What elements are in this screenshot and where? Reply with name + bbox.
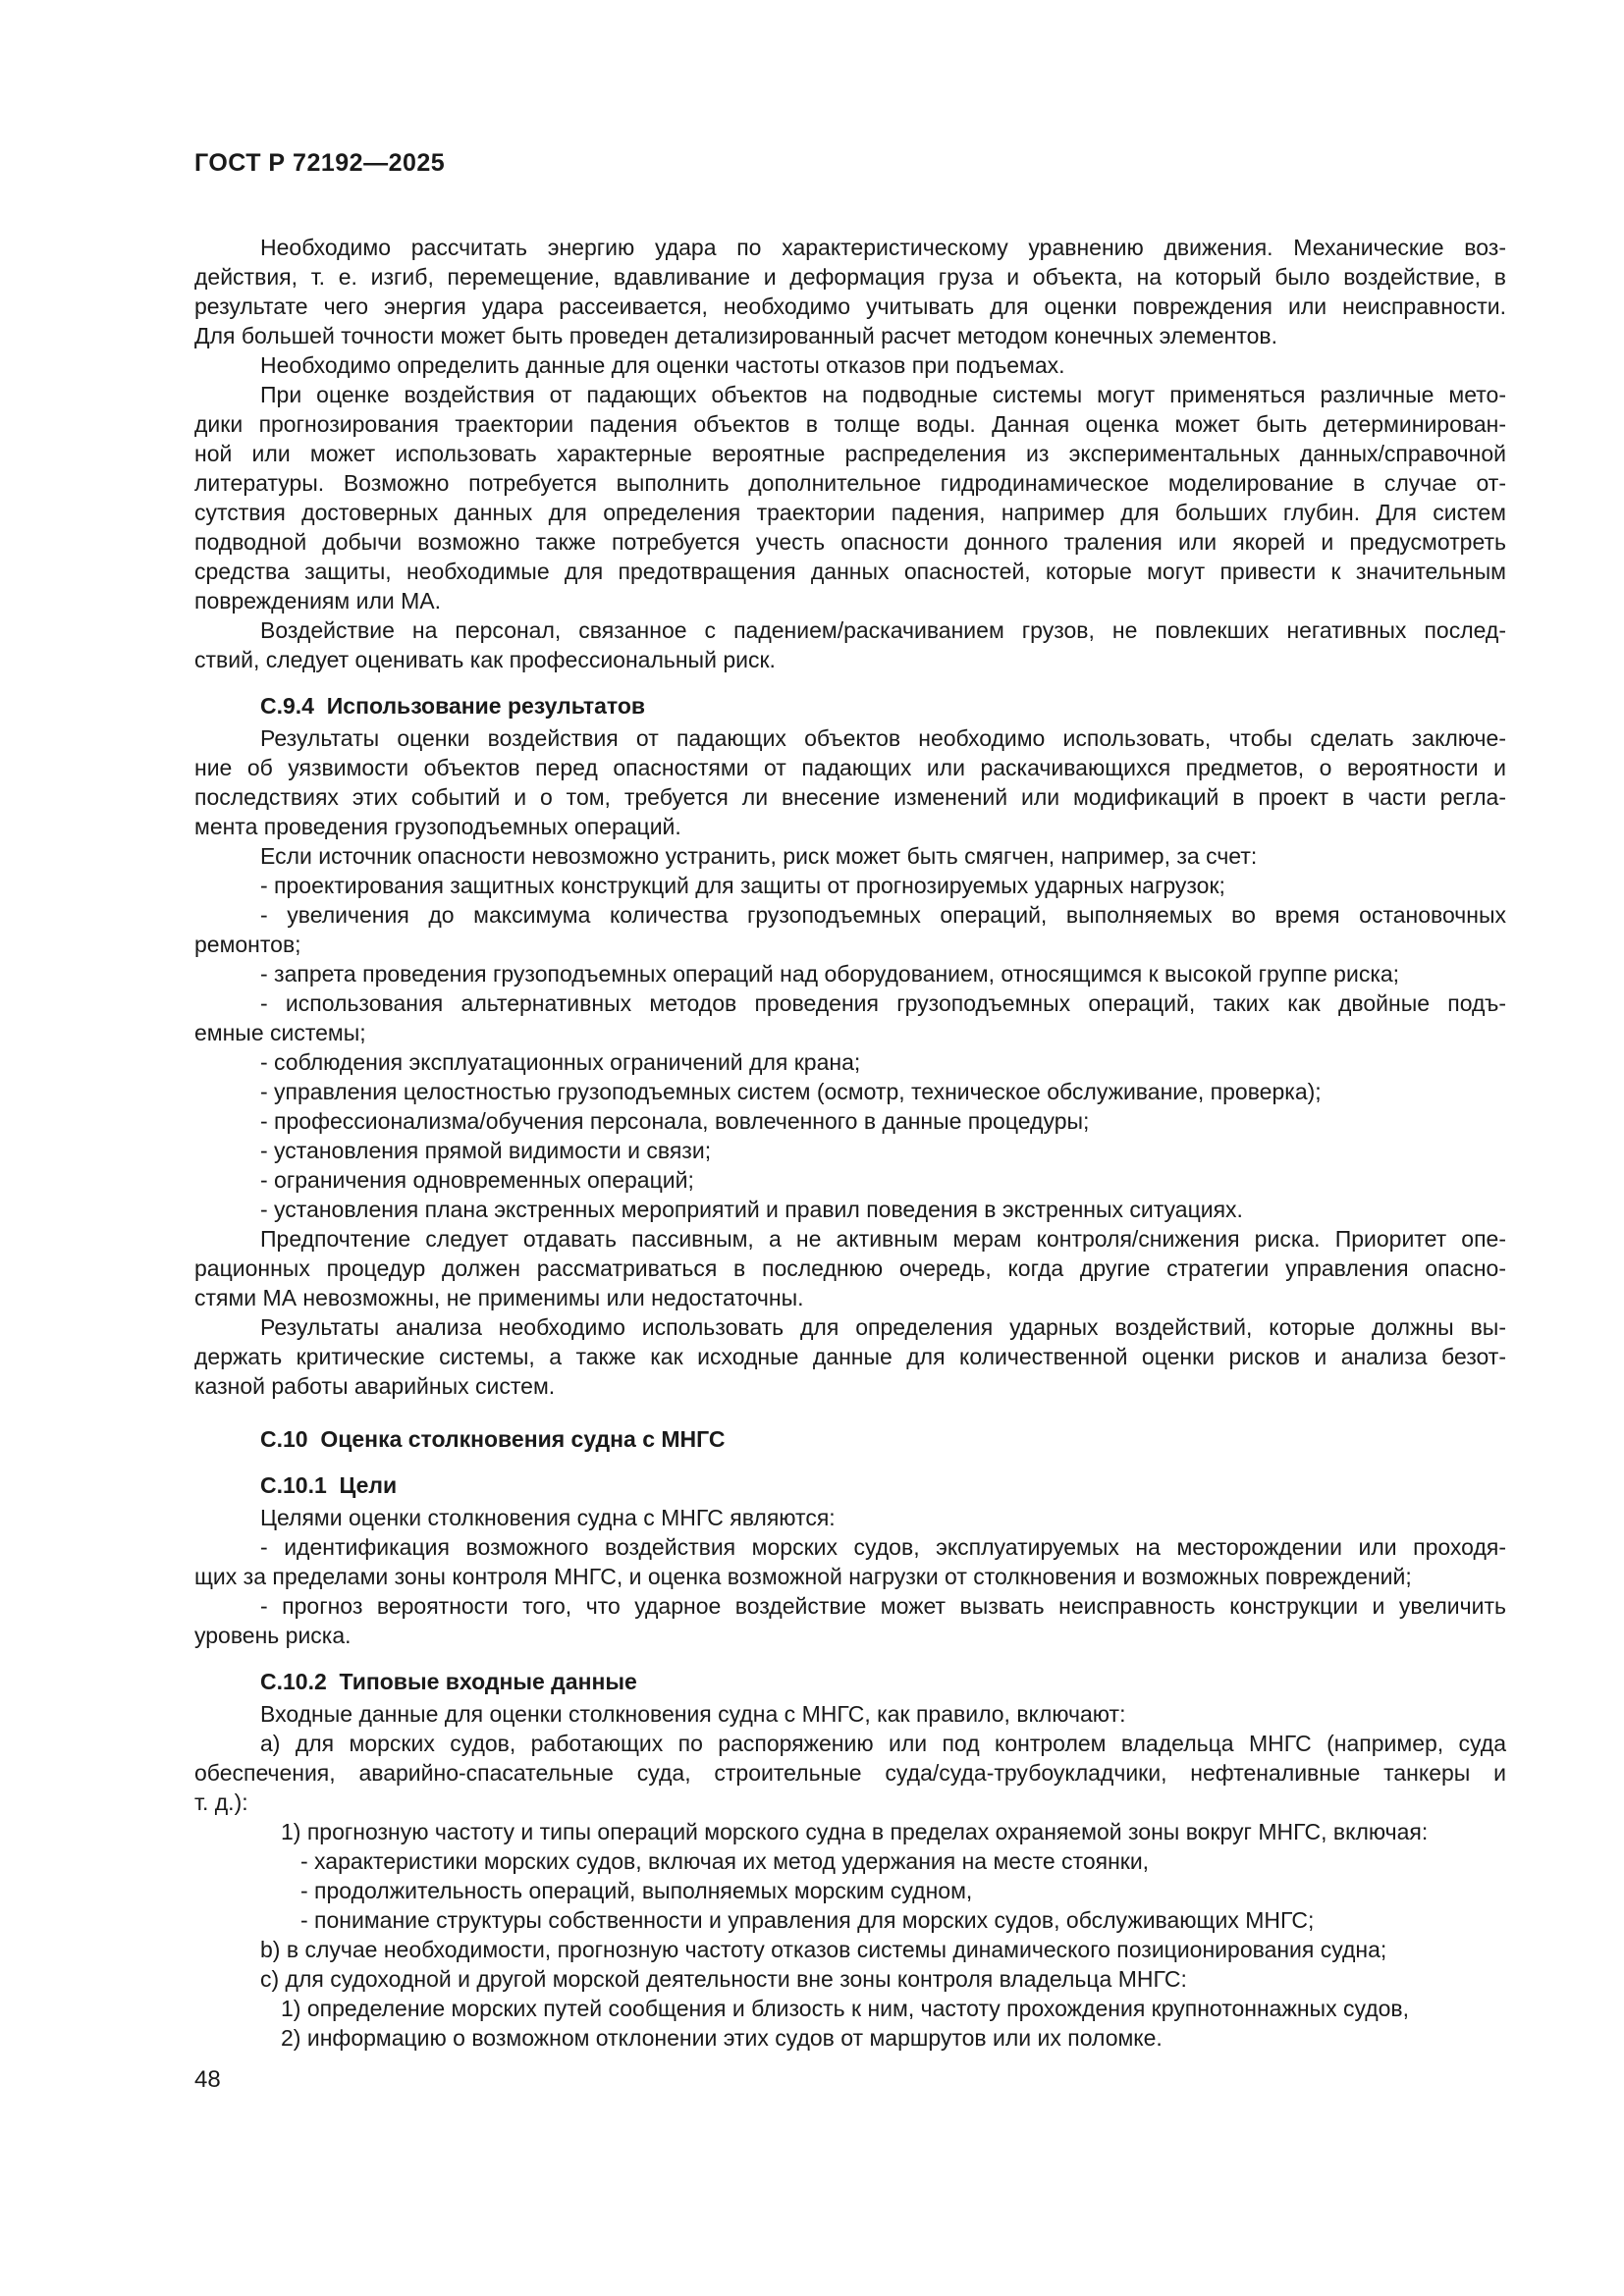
text-line: ремонтов;	[194, 932, 301, 957]
text-line: 1) определение морских путей сообщения и близость к ним, частоту прохождения крупнотоннажных судов,	[281, 1996, 1410, 2021]
text-line: казной работы аварийных систем.	[194, 1373, 556, 1399]
text-line: литературы. Возможно потребуется выполнить дополнительное гидродинамическое моделирование в случае от-	[194, 470, 1506, 496]
list-item	[194, 1964, 1506, 1994]
text-line: - соблюдения эксплуатационных ограничений для крана;	[260, 1049, 861, 1075]
text-line: - установления плана экстренных мероприятий и правил поведения в экстренных ситуациях.	[260, 1197, 1243, 1222]
text-line: обеспечения, аварийно-спасательные суда, строительные суда/суда-трубоукладчики, нефтеналивные танкеры и	[194, 1760, 1506, 1786]
text-line: - понимание структуры собственности и управления для морских судов, обслуживающих МНГС;	[300, 1907, 1315, 1933]
text-line: - управления целостностью грузоподъемных систем (осмотр, техническое обслуживание, проверка);	[260, 1079, 1322, 1104]
list-item	[194, 1994, 1506, 2023]
paragraph	[194, 615, 1506, 674]
text-line: С.9.4 Использование результатов	[260, 693, 646, 719]
text-line: Если источник опасности невозможно устранить, риск может быть смягчен, например, за счет:	[260, 843, 1258, 869]
paragraph	[194, 1503, 1506, 1532]
list-item	[194, 1817, 1506, 1846]
text-line: - продолжительность операций, выполняемых морским судном,	[300, 1878, 973, 1903]
paragraph	[194, 1699, 1506, 1729]
text-line: - ограничения одновременных операций;	[260, 1167, 694, 1193]
text-line: - прогноз вероятности того, что ударное воздействие может вызвать неисправность конструкции и увеличить	[260, 1593, 1506, 1619]
list-item	[194, 1106, 1506, 1136]
text-line: держать критические системы, а также как исходные данные для количественной оценки рисков и анализа безот-	[194, 1344, 1506, 1369]
text-line: С.10.1 Цели	[260, 1472, 398, 1498]
text-line: - использования альтернативных методов проведения грузоподъемных операций, таких как двойные подъ-	[260, 990, 1506, 1016]
text-line: результате чего энергия удара рассеивается, необходимо учитывать для оценки повреждения или неисправности.	[194, 294, 1506, 319]
text-line: мента проведения грузоподъемных операций.	[194, 814, 681, 839]
text-line: средства защиты, необходимые для предотвращения данных опасностей, которые могут привести к значительным	[194, 559, 1506, 584]
list-item	[194, 1935, 1506, 1964]
text-line: Необходимо определить данные для оценки частоты отказов при подъемах.	[260, 352, 1065, 378]
text-line: - характеристики морских судов, включая их метод удержания на месте стоянки,	[300, 1848, 1150, 1874]
text-line: С.10 Оценка столкновения судна с МНГС	[260, 1426, 726, 1452]
heading-sub	[194, 691, 1506, 721]
text-line: а) для морских судов, работающих по распоряжению или под контролем владельца МНГС (например, суда	[260, 1731, 1506, 1756]
heading-main	[194, 1424, 1506, 1454]
text-line: дики прогнозирования траектории падения объектов в толще воды. Данная оценка может быть детерминирован-	[194, 411, 1506, 437]
paragraph	[194, 350, 1506, 380]
text-line: Необходимо рассчитать энергию удара по характеристическому уравнению движения. Механические воз-	[260, 235, 1506, 260]
list-item	[194, 871, 1506, 900]
paragraph	[194, 841, 1506, 871]
list-item	[194, 1905, 1506, 1935]
text-line: подводной добычи возможно также потребуется учесть опасности донного траления или якорей и предусмотреть	[194, 529, 1506, 555]
paragraph	[194, 1312, 1506, 1401]
list-item	[194, 1729, 1506, 1817]
list-item	[194, 1876, 1506, 1905]
text-line: - установления прямой видимости и связи;	[260, 1138, 712, 1163]
list-item	[194, 2023, 1506, 2053]
text-line: - проектирования защитных конструкций для защиты от прогнозируемых ударных нагрузок;	[260, 873, 1225, 898]
paragraph	[194, 380, 1506, 615]
page-number: 48	[194, 2066, 221, 2093]
list-item	[194, 1591, 1506, 1650]
text-line: ствий, следует оценивать как профессиональный риск.	[194, 647, 776, 672]
text-line: повреждениям или МА.	[194, 588, 441, 614]
text-line: стями МА невозможны, не применимы или недостаточны.	[194, 1285, 804, 1310]
document-header: ГОСТ Р 72192—2025	[194, 149, 446, 177]
list-item	[194, 1136, 1506, 1165]
document-content	[194, 233, 1506, 2053]
list-item	[194, 1846, 1506, 1876]
paragraph	[194, 233, 1506, 350]
text-line: Для большей точности может быть проведен детализированный расчет методом конечных элементов.	[194, 323, 1278, 348]
list-item	[194, 1165, 1506, 1195]
text-line: - запрета проведения грузоподъемных операций над оборудованием, относящимся к высокой группе риска;	[260, 961, 1400, 987]
text-line: Входные данные для оценки столкновения судна с МНГС, как правило, включают:	[260, 1701, 1126, 1727]
text-line: Результаты анализа необходимо использовать для определения ударных воздействий, которые должны вы-	[260, 1314, 1506, 1340]
list-item	[194, 1047, 1506, 1077]
text-line: 1) прогнозную частоту и типы операций морского судна в пределах охраняемой зоны вокруг МНГС, включая:	[281, 1819, 1429, 1844]
text-line: последствиях этих событий и о том, требуется ли внесение изменений или модификаций в проект в части регла-	[194, 784, 1506, 810]
text-line: ние об уязвимости объектов перед опасностями от падающих или раскачивающихся предметов, о вероятности и	[194, 755, 1506, 780]
text-line: Целями оценки столкновения судна с МНГС являются:	[260, 1505, 836, 1530]
text-line: - идентификация возможного воздействия морских судов, эксплуатируемых на месторождении или проходя-	[260, 1534, 1506, 1560]
text-line: Результаты оценки воздействия от падающих объектов необходимо использовать, чтобы сделать заключе-	[260, 725, 1506, 751]
text-line: рационных процедур должен рассматриваться в последнюю очередь, когда другие стратегии управления опасно-	[194, 1255, 1506, 1281]
text-line: - увеличения до максимума количества грузоподъемных операций, выполняемых во время остановочных	[260, 902, 1506, 928]
paragraph	[194, 723, 1506, 841]
list-item	[194, 959, 1506, 988]
text-line: Воздействие на персонал, связанное с падением/раскачиванием грузов, не повлекших негативных послед-	[260, 617, 1506, 643]
text-line: Предпочтение следует отдавать пассивным, а не активным мерам контроля/снижения риска. Приоритет опе-	[260, 1226, 1506, 1252]
text-line: уровень риска.	[194, 1623, 352, 1648]
heading-sub	[194, 1667, 1506, 1696]
text-line: С.10.2 Типовые входные данные	[260, 1669, 637, 1694]
text-line: сутствия достоверных данных для определения траектории падения, например для больших глубин. Для систем	[194, 500, 1506, 525]
text-line: щих за пределами зоны контроля МНГС, и оценка возможной нагрузки от столкновения и возможных повреждений;	[194, 1564, 1412, 1589]
text-line: При оценке воздействия от падающих объектов на подводные системы могут применяться различные мето-	[260, 382, 1506, 407]
list-item	[194, 1077, 1506, 1106]
list-item	[194, 900, 1506, 959]
heading-sub	[194, 1470, 1506, 1500]
text-line: b) в случае необходимости, прогнозную частоту отказов системы динамического позиционирования судна;	[260, 1937, 1387, 1962]
text-line: т. д.):	[194, 1789, 248, 1815]
list-item	[194, 1532, 1506, 1591]
list-item	[194, 1195, 1506, 1224]
text-line: емные системы;	[194, 1020, 366, 1045]
text-line: ной или может использовать характерные вероятные распределения из экспериментальных данных/справочной	[194, 441, 1506, 466]
paragraph	[194, 1224, 1506, 1312]
text-line: 2) информацию о возможном отклонении этих судов от маршрутов или их поломке.	[281, 2025, 1163, 2051]
text-line: c) для судоходной и другой морской деятельности вне зоны контроля владельца МНГС:	[260, 1966, 1187, 1992]
list-item	[194, 988, 1506, 1047]
text-line: - профессионализма/обучения персонала, вовлеченного в данные процедуры;	[260, 1108, 1090, 1134]
text-line: действия, т. е. изгиб, перемещение, вдавливание и деформация груза и объекта, на который было воздействие, в	[194, 264, 1506, 290]
